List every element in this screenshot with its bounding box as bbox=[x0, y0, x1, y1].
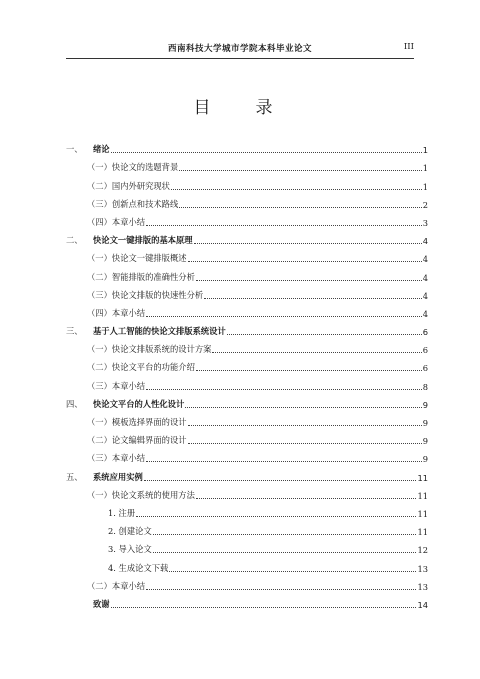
toc-entry-title: （三）本章小结 bbox=[87, 380, 146, 391]
toc-leader-dots bbox=[146, 461, 422, 462]
toc-entry-page: 1 bbox=[422, 145, 428, 156]
toc-leader-dots bbox=[196, 370, 422, 371]
toc-entry[interactable] bbox=[66, 301, 428, 319]
toc-entry[interactable] bbox=[66, 355, 428, 373]
toc-entry[interactable] bbox=[66, 246, 428, 264]
toc-leader-dots bbox=[188, 443, 422, 444]
toc-leader-dots bbox=[153, 534, 417, 535]
toc-entry[interactable] bbox=[66, 228, 428, 246]
toc-entry[interactable] bbox=[66, 155, 428, 173]
toc-entry-number: 五、 bbox=[66, 471, 83, 482]
toc-entry[interactable] bbox=[66, 173, 428, 191]
toc-entry[interactable] bbox=[66, 519, 428, 537]
toc-entry-title: （一）快论文的选题背景 bbox=[87, 162, 179, 173]
toc-leader-dots bbox=[188, 425, 422, 426]
toc-leader-dots bbox=[136, 516, 416, 517]
toc-entry-page: 6 bbox=[422, 345, 428, 356]
toc-entry-page: 4 bbox=[422, 272, 428, 283]
toc-entry-title: 绪论 bbox=[93, 144, 110, 155]
toc-entry-title: （三）本章小结 bbox=[87, 453, 146, 464]
toc-entry-title: （二）论文编辑界面的设计 bbox=[87, 435, 187, 446]
toc-entry-title: （二）快论文平台的功能介绍 bbox=[87, 362, 195, 373]
toc-entry-page: 9 bbox=[422, 454, 428, 465]
toc-entry[interactable] bbox=[66, 592, 428, 610]
toc-entry[interactable] bbox=[66, 137, 428, 155]
header-title: 西南科技大学城市学院本科毕业论文 bbox=[167, 44, 312, 54]
toc-entry-title: （四）本章小结 bbox=[87, 307, 146, 318]
toc-title: 目 录 bbox=[193, 98, 287, 118]
toc-entry-page: 14 bbox=[417, 599, 428, 610]
toc-entry-title: 基于人工智能的快论文排版系统设计 bbox=[93, 326, 226, 337]
toc-leader-dots bbox=[146, 389, 422, 390]
toc-entry[interactable] bbox=[66, 283, 428, 301]
toc-leader-dots bbox=[146, 589, 416, 590]
toc-leader-dots bbox=[153, 552, 417, 553]
toc-entry[interactable] bbox=[66, 483, 428, 501]
toc-entry[interactable] bbox=[66, 501, 428, 519]
toc-leader-dots bbox=[204, 298, 422, 299]
toc-entry-title: （一）快论文排版系统的设计方案 bbox=[87, 344, 212, 355]
toc-entry-title: （二）国内外研究现状 bbox=[87, 180, 170, 191]
toc-entry-title: （三）创新点和技术路线 bbox=[87, 198, 179, 209]
toc-entry[interactable] bbox=[66, 373, 428, 391]
toc-entry-number: 三、 bbox=[66, 326, 83, 337]
toc-entry-title: 快论文平台的人性化设计 bbox=[93, 398, 185, 409]
toc-entry-number: 四、 bbox=[66, 398, 83, 409]
toc-entry-title: （二）本章小结 bbox=[87, 580, 146, 591]
toc-entry-page: 11 bbox=[417, 472, 428, 483]
header-page-number: III bbox=[403, 42, 414, 52]
table-of-contents bbox=[66, 137, 428, 610]
toc-leader-dots bbox=[146, 316, 422, 317]
toc-entry[interactable] bbox=[66, 410, 428, 428]
toc-entry-page: 11 bbox=[417, 490, 428, 501]
page-header bbox=[66, 42, 414, 59]
toc-leader-dots bbox=[111, 607, 417, 608]
toc-entry-number: 一、 bbox=[66, 144, 83, 155]
toc-entry-title: 致谢 bbox=[93, 598, 110, 609]
toc-entry-page: 9 bbox=[422, 436, 428, 447]
toc-entry-title: （一）快论文系统的使用方法 bbox=[87, 489, 195, 500]
toc-entry-title: （二）智能排版的准确性分析 bbox=[87, 271, 195, 282]
toc-entry[interactable] bbox=[66, 337, 428, 355]
toc-entry-title: 1. 注册 bbox=[108, 507, 136, 518]
toc-entry-page: 4 bbox=[422, 290, 428, 301]
toc-entry-title: 4. 生成论文下载 bbox=[108, 562, 169, 573]
toc-entry[interactable] bbox=[66, 428, 428, 446]
toc-entry-page: 1 bbox=[422, 181, 428, 192]
toc-leader-dots bbox=[144, 480, 417, 481]
toc-leader-dots bbox=[179, 170, 421, 171]
toc-leader-dots bbox=[212, 352, 421, 353]
toc-entry[interactable] bbox=[66, 537, 428, 555]
toc-leader-dots bbox=[185, 407, 421, 408]
toc-leader-dots bbox=[196, 498, 417, 499]
toc-entry-page: 11 bbox=[417, 527, 428, 538]
toc-entry-page: 13 bbox=[417, 581, 428, 592]
toc-entry[interactable] bbox=[66, 319, 428, 337]
toc-entry[interactable] bbox=[66, 264, 428, 282]
toc-entry-number: 二、 bbox=[66, 235, 83, 246]
toc-entry[interactable] bbox=[66, 446, 428, 464]
toc-leader-dots bbox=[179, 207, 421, 208]
toc-entry[interactable] bbox=[66, 464, 428, 482]
toc-entry-title: 2. 创建论文 bbox=[108, 526, 152, 537]
toc-entry-page: 13 bbox=[417, 563, 428, 574]
toc-entry-page: 3 bbox=[422, 217, 428, 228]
toc-leader-dots bbox=[171, 189, 422, 190]
toc-leader-dots bbox=[194, 243, 422, 244]
toc-entry-page: 11 bbox=[417, 508, 428, 519]
toc-entry-title: 系统应用实例 bbox=[93, 471, 143, 482]
toc-entry-page: 6 bbox=[422, 327, 428, 338]
toc-entry-page: 9 bbox=[422, 418, 428, 428]
toc-leader-dots bbox=[146, 225, 422, 226]
toc-leader-dots bbox=[227, 334, 422, 335]
toc-leader-dots bbox=[169, 571, 416, 572]
toc-entry[interactable] bbox=[66, 392, 428, 410]
toc-entry[interactable] bbox=[66, 574, 428, 592]
toc-entry[interactable] bbox=[66, 555, 428, 573]
toc-entry-title: 3. 导入论文 bbox=[108, 544, 152, 555]
toc-entry-title: （四）本章小结 bbox=[87, 216, 146, 227]
toc-entry-page: 8 bbox=[422, 381, 428, 392]
toc-entry-title: （一）快论文一键排版概述 bbox=[87, 253, 187, 264]
toc-entry-page: 9 bbox=[422, 399, 428, 410]
toc-leader-dots bbox=[188, 261, 422, 262]
toc-entry-page: 4 bbox=[422, 308, 428, 319]
toc-entry-page: 2 bbox=[422, 199, 428, 210]
toc-entry-page: 4 bbox=[422, 236, 428, 247]
toc-leader-dots bbox=[196, 280, 422, 281]
toc-entry-page: 6 bbox=[422, 363, 428, 374]
toc-entry-page: 4 bbox=[422, 254, 428, 265]
toc-entry-page: 1 bbox=[422, 163, 428, 174]
toc-entry-page: 12 bbox=[417, 545, 428, 556]
toc-entry[interactable] bbox=[66, 192, 428, 210]
toc-entry-title: （一）模板选择界面的设计 bbox=[87, 417, 187, 427]
toc-leader-dots bbox=[111, 152, 422, 153]
toc-entry[interactable] bbox=[66, 210, 428, 228]
toc-entry-title: （三）快论文排版的快速性分析 bbox=[87, 289, 204, 300]
toc-entry-title: 快论文一键排版的基本原理 bbox=[93, 235, 193, 246]
